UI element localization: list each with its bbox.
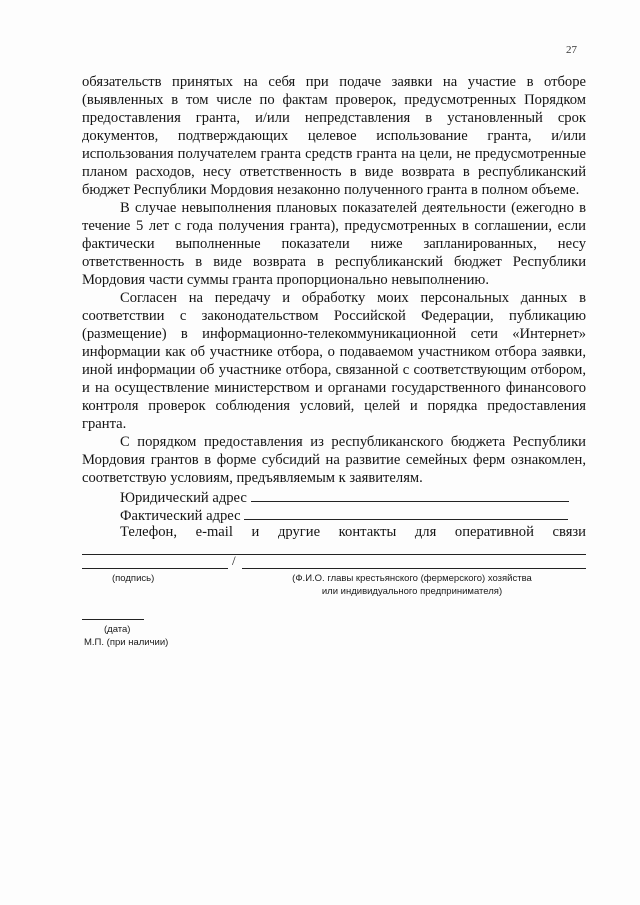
phone-contacts-label: Телефон, e-mail и другие контакты для оперативной связи <box>120 524 586 540</box>
fio-line <box>242 568 586 569</box>
signature-caption: (подпись) <box>112 573 155 584</box>
date-line <box>82 619 144 620</box>
contacts-fill-line <box>82 554 586 555</box>
fio-caption-line2: или индивидуального предпринимателя) <box>321 586 503 597</box>
legal-address-field <box>120 487 569 507</box>
legal-address-rule <box>251 487 569 502</box>
paragraph-liability-continuation: обязательств принятых на себя при подаче заявки на участие в отборе (выявленных в том числе по фактам проверок, предусмотренных Порядком предоставления гранта, и/или непредставления в установленный срок документов, подтверждающих целевое использование гранта, и/или использования получателем гранта средств гранта на цели, не предусмотренные планом расходов, несу ответственность в виде возврата в республиканский бюджет Республики Мордовия незаконно полученного гранта в полном объеме. <box>82 74 586 198</box>
paragraph-plan-indicators: В случае невыполнения плановых показателей деятельности (ежегодно в течение 5 лет с года получения гранта), предусмотренных в соглашении, если фактически выполненные показатели ниже запланированных, несу ответственность в виде возврата в республиканский бюджет Республики Мордовия части суммы гранта пропорционально невыполнению. <box>82 200 586 288</box>
actual-address-label: Фактический адрес <box>120 508 241 524</box>
date-caption: (дата) <box>104 624 131 635</box>
actual-address-field <box>120 505 568 525</box>
paragraph-grant-procedure-acknowledgement: С порядком предоставления из республиканского бюджета Республики Мордовия грантов в форме субсидий на развитие семейных ферм ознакомлен, соответствую условиям, предъявляемым к заявителям. <box>82 434 586 486</box>
signature-line <box>82 568 228 569</box>
stamp-caption: М.П. (при наличии) <box>84 637 169 648</box>
fio-caption-line1: (Ф.И.О. главы крестьянского (фермерского) хозяйства <box>292 573 532 584</box>
paragraph-personal-data-consent: Согласен на передачу и обработку моих персональных данных в соответствии с законодательством Российской Федерации, публикацию (размещение) в информационно-телекоммуникационной сети «Интернет» информации как об участнике отбора, о подаваемом участником отбора заявки, иной информации об участнике отбора, связанной с соответствующим отбором, и на осуществление министерством и органами государственного финансового контроля проверок соблюдения условий, целей и порядка предоставления гранта. <box>82 290 586 432</box>
signature-separator: / <box>232 553 236 568</box>
document-body <box>82 73 586 487</box>
page-number: 27 <box>566 44 577 56</box>
actual-address-rule <box>244 505 568 520</box>
legal-address-label: Юридический адрес <box>120 490 247 506</box>
